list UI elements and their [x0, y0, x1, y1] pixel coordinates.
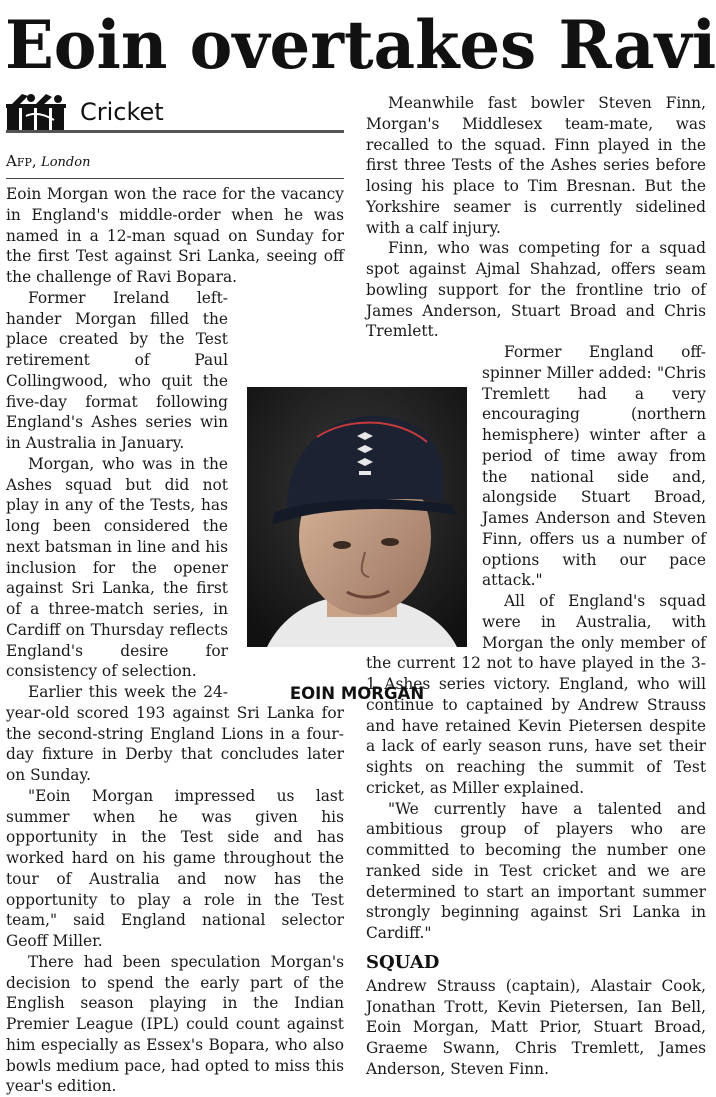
- paragraph: Eoin Morgan won the race for the vacancy in England's middle-order when he was named in a 12-man squad on Sunday for the first Test against Sri Lanka, seeing off the challenge of Ravi Bopara.: [6, 185, 344, 286]
- section-header: [6, 92, 344, 132]
- squad-heading: SQUAD: [366, 951, 440, 973]
- paragraph: Former England off-spinner Miller added: "Chris Tremlett had a very encouraging (northern hemisphere) winter after a period of time away from the national side and, alongside Stuart Broad, James Anderson and Steven Finn, offers us a number of options with our pace attack.": [482, 343, 706, 590]
- section-rule: [6, 130, 344, 133]
- dateline: [6, 152, 90, 170]
- dateline-rule: [6, 178, 344, 179]
- headline: Eoin overtakes Ravi: [5, 6, 716, 84]
- cricket-bat-ball-icon: [6, 92, 74, 130]
- squad-list: Andrew Strauss (captain), Alastair Cook, Jonathan Trott, Kevin Pietersen, Ian Bell, Eoin Morgan, Matt Prior, Stuart Broad, Graeme Swann, Chris Tremlett, James Anderson, Steven Finn.: [366, 976, 706, 1078]
- paragraph: "We currently have a talented and ambitious group of players who are committed to becoming the number one ranked side in Test cricket and we are determined to start an important summer strongly beginning against Sri Lanka in Cardiff.": [366, 799, 706, 942]
- player-photo: [247, 387, 467, 647]
- paragraph: Meanwhile fast bowler Steven Finn, Morgan's Middlesex team-mate, was recalled to the squad. Finn played in the first three Tests of the Ashes series before losing his place to Tim Bresnan. But the Yorkshire seamer is currently sidelined with a calf injury.: [366, 94, 706, 237]
- paragraph: There had been speculation Morgan's decision to spend the early part of the English season playing in the Indian Premier League (IPL) could count against him especially as Essex's Bopara, who also bowls medium pace, had opted to miss this year's edition.: [6, 952, 344, 1096]
- dateline-agency: Afp,: [6, 152, 37, 170]
- paragraph: "Eoin Morgan impressed us last summer when he was given his opportunity in the Test side and has worked hard on his game throughout the tour of Australia and now has the opportunity to play a role in the Test team," said England national selector Geoff Miller.: [6, 786, 344, 950]
- player-photo-image: [247, 387, 467, 647]
- section-label: Cricket: [80, 98, 164, 126]
- paragraph: All of England's squad were in Australia, with Morgan the only member of the current 12 not to have played in the 3-1 Ashes series victory. England, who will continue to captained by Andrew Strauss and have retained Kevin Pietersen despite a lack of early season runs, have set their sights on reaching the summit of Test cricket, as Miller explained.: [366, 592, 706, 797]
- paragraph: Earlier this week the 24-year-old scored 193 against Sri Lanka for the second-string England Lions in a four-day fixture in Derby that concludes later on Sunday.: [6, 683, 344, 784]
- dateline-place: London: [41, 155, 91, 170]
- paragraph: Former Ireland left-hander Morgan filled the place created by the Test retirement of Paul Collingwood, who quit the five-day format following England's Ashes series win in Australia in January.: [6, 288, 228, 452]
- paragraph: Finn, who was competing for a squad spot against Ajmal Shahzad, offers seam bowling support for the frontline trio of James Anderson, Stuart Broad and Chris Tremlett.: [366, 239, 706, 341]
- paragraph: Morgan, who was in the Ashes squad but did not play in any of the Tests, has long been considered the next batsman in line and his inclusion for the opener against Sri Lanka, the first of a three-match series, in Cardiff on Thursday reflects England's desire for consistency of selection.: [6, 454, 228, 681]
- photo-caption: EOIN MORGAN: [289, 684, 425, 703]
